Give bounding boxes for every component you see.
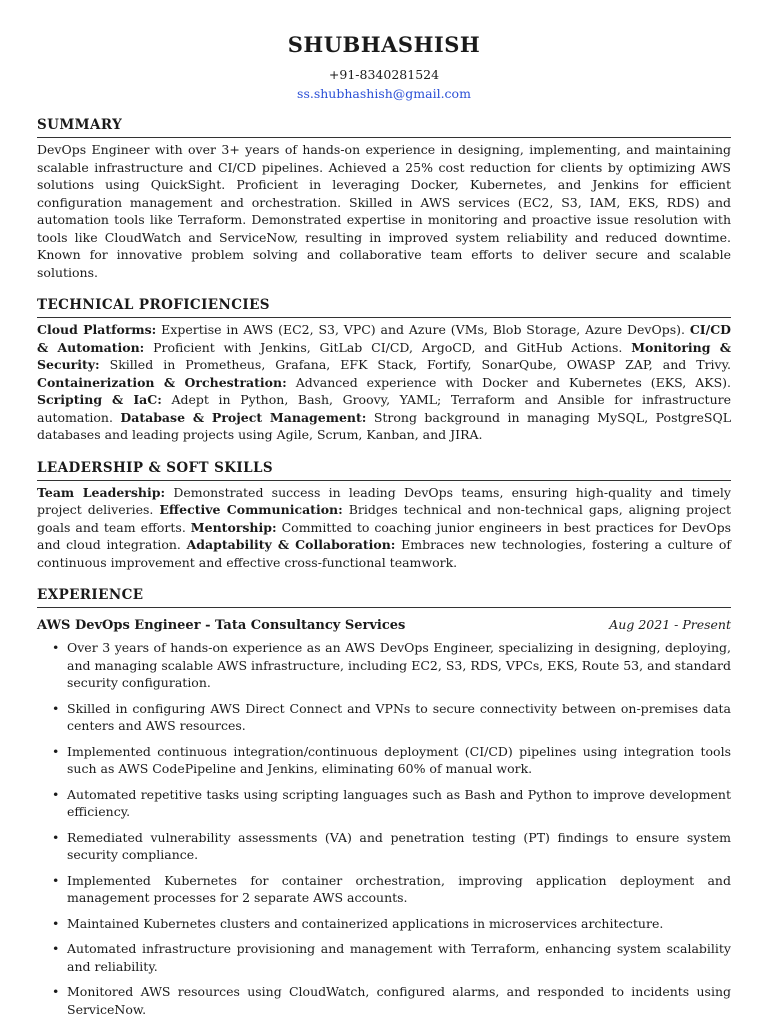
job-bullet: • Automated repetitive tasks using scripting languages such as Bash and Python to improve development efficiency. [67, 786, 731, 821]
skill-text: Adept in Python, Bash, Groovy, YAML; Terraform and Ansible for infrastructure automation. [37, 392, 732, 425]
soft-skill-label: Effective Communication: [159, 502, 343, 517]
job-bullet: • Implemented Kubernetes for container orchestration, improving application deployment and management processes for 2 separate AWS accounts. [67, 872, 731, 907]
technical-text [37, 321, 731, 444]
soft-skill-label: Team Leadership: [37, 484, 166, 500]
job-bullet: • Implemented continuous integration/continuous deployment (CI/CD) pipelines using integration tools such as AWS CodePipeline and Jenkins, eliminating 60% of manual work. [67, 743, 731, 778]
soft-skill-text: Committed to coaching junior engineers in best practices for DevOps and cloud integration. [37, 519, 731, 552]
leadership-text [37, 484, 731, 572]
technical-section [37, 297, 731, 444]
summary-section [37, 117, 731, 281]
job-bullet: • Over 3 years of hands-on experience as an AWS DevOps Engineer, specializing in designing, deploying, and managing scalable AWS infrastructure, including EC2, S3, RDS, VPCs, EKS, Route 53, and standard security configuration. [67, 639, 731, 692]
skill-text: Skilled in Prometheus, Grafana, EFK Stack, Fortify, SonarQube, OWASP ZAP, and Trivy. [109, 357, 731, 372]
job-header [37, 617, 731, 633]
skill-label: Database & Project Management: [120, 409, 367, 425]
job-title: AWS DevOps Engineer - Tata Consultancy Services [37, 618, 406, 633]
leadership-section [37, 460, 731, 572]
skill-text: Advanced experience with Docker and Kubernetes (EKS, AKS). [295, 374, 731, 390]
skill-text: Proficient with Jenkins, GitLab CI/CD, ArgoCD, and GitHub Actions. [153, 339, 623, 355]
job-bullet: • Automated infrastructure provisioning and management with Terraform, enhancing system scalability and reliability. [67, 940, 731, 975]
skill-label: CI/CD & Automation: [37, 322, 731, 355]
soft-skill-text: Bridges technical and non-technical gaps, aligning project goals and team efforts. [37, 502, 731, 535]
phone-number: +91-8340281524 [328, 67, 440, 82]
email-link[interactable]: ss.shubhashish@gmail.com [297, 86, 471, 101]
job-bullet: • Skilled in configuring AWS Direct Connect and VPNs to secure connectivity between on-premises data centers and AWS resources. [67, 700, 731, 735]
job-bullet: • Monitored AWS resources using CloudWatch, configured alarms, and responded to incidents using ServiceNow. [67, 983, 731, 1018]
skill-text: Strong background in managing MySQL, PostgreSQL databases and leading projects using Agile, Scrum, Kanban, and JIRA. [37, 409, 731, 442]
section-title-leadership: LEADERSHIP & SOFT SKILLS [37, 460, 731, 481]
experience-section [37, 587, 731, 1018]
skill-label: Cloud Platforms: [37, 322, 157, 337]
section-title-technical: TECHNICAL PROFICIENCIES [37, 297, 731, 318]
summary-text: DevOps Engineer with over 3+ years of hands-on experience in designing, implementing, and maintaining scalable infrastructure and CI/CD pipelines. Achieved a 25% cost reduction for clients by optimizing AWS solutions using QuickSight. Proficient in leveraging Docker, Kubernetes, and Jenkins for efficient configuration management and orchestration. Skilled in AWS services (EC2, S3, IAM, EKS, RDS) and automation tools like Terraform. Demonstrated expertise in monitoring and proactive issue resolution with tools like CloudWatch and ServiceNow, resulting in improved system reliability and reduced downtime. Known for innovative problem solving and collaborative team efforts to deliver secure and scalable solutions. [37, 142, 731, 280]
skill-text: Expertise in AWS (EC2, S3, VPC) and Azure (VMs, Blob Storage, Azure DevOps). [161, 322, 685, 337]
job-bullet-list [37, 639, 731, 1018]
section-title-experience: EXPERIENCE [37, 587, 731, 608]
skill-label: Scripting & IaC: [37, 392, 162, 407]
section-title-summary: SUMMARY [37, 117, 731, 138]
job-bullet: • Maintained Kubernetes clusters and containerized applications in microservices architecture. [67, 915, 731, 933]
skill-label: Containerization & Orchestration: [37, 374, 287, 390]
soft-skill-label: Mentorship: [190, 519, 277, 535]
job-bullet: • Remediated vulnerability assessments (VA) and penetration testing (PT) findings to ensure system security compliance. [67, 829, 731, 864]
soft-skill-text: Demonstrated success in leading DevOps teams, ensuring high-quality and timely project deliveries. [37, 484, 731, 517]
soft-skill-label: Adaptability & Collaboration: [186, 537, 396, 552]
skill-label: Monitoring & Security: [37, 339, 731, 372]
candidate-name: SHUBHASHISH [287, 32, 481, 57]
job-date: Aug 2021 - Present [609, 617, 731, 632]
soft-skill-text: Embraces new technologies, fostering a culture of continuous improvement and effective cross-functional teamwork. [37, 537, 732, 570]
